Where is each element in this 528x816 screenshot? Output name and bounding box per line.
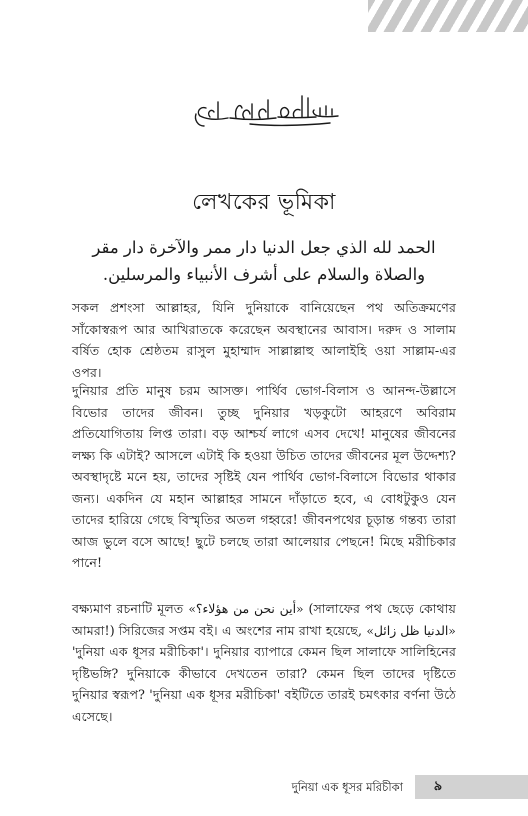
arabic-series-title: «أين نحن من هؤلاء؟»	[188, 601, 304, 616]
paragraph-text-segment: 'দুনিয়া এক ধূসর মরীচিকা'। দুনিয়ার ব্যাপারে কেমন ছিল সালাফে সালিহিনের দৃষ্টিভঙ্গি? দুনিয়াকে কীভাবে দেখতেন তারা? কেমন ছিল তাদের দৃষ্টিতে দুনিয়ার স্বরূপ? 'দুনিয়া এক ধূসর মরীচিকা' বইটিতে তারই চমৎকার বর্ণনা উঠে এসেছে।	[72, 644, 456, 724]
arabic-book-title: «الدنيا ظل زائل»	[366, 622, 456, 638]
running-footer-book-title: দুনিয়া এক ধূসর মরিচীকা	[291, 780, 403, 794]
page-title: লেখকের ভূমিকা	[192, 190, 336, 215]
paragraph-text-segment: বক্ষ্যমাণ রচনাটি মূলত	[72, 601, 189, 616]
arabic-praise-text: الحمد لله الذي جعل الدنيا دار ممر والآخرة دار مقر والصلاة والسلام على أشرف الأنبياء والمرسلين.	[92, 238, 436, 284]
paragraph-worldly-attachment: দুনিয়ার প্রতি মানুষ চরম আসক্ত। পার্থিব ভোগ-বিলাস ও আনন্দ-উল্লাসে বিভোর তাদের জীবন। তুচ্ছ দুনিয়ার খড়কুটো আহরণে অবিরাম প্রতিযোগিতায় লিপ্ত তারা। বড় আশ্চর্য লাগে এসব দেখে! মানুষের জীবনের লক্ষ্য কি এটাই? আসলে এটাই কি হওয়া উচিত তাদের জীবনের মূল উদ্দেশ্য? অবস্থাদৃষ্টে মনে হয়, তাদের সৃষ্টিই যেন পার্থিব ভোগ-বিলাসে বিভোর থাকার জন্য। একদিন যে মহান আল্লাহর সামনে দাঁড়াতে হবে, এ বোধটুকুও যেন তাদের হারিয়ে গেছে বিস্মৃতির অতল গহ্বরে! জীবনপথের চূড়ান্ত গন্তব্য তারা আজ ভুলে বসে আছে! ছুটে চলছে তারা আলেয়ার পেছনে! মিছে মরীচিকার পানে!	[72, 383, 456, 570]
corner-stripes-decoration	[368, 0, 528, 32]
paragraph-book-introduction	[72, 598, 456, 727]
paragraph-text-segment: (সালাফের পথ ছেড়ে কোথায় আমরা!) সিরিজের সপ্তম বই। এ অংশের নাম রাখা হয়েছে,	[72, 601, 456, 638]
page-number: ৯	[433, 779, 443, 794]
paragraph-praise: সকল প্রশংসা আল্লাহর, যিনি দুনিয়াকে বানিয়েছেন পথ অতিক্রমণের সাঁকোস্বরূপ আর আখিরাতকে করেছেন অবস্থানের আবাস। দরুদ ও সালাম বর্ষিত হোক শ্রেষ্ঠতম রাসুল মুহাম্মাদ সাল্লাল্লাহু আলাইহি ওয়া সাল্লাম-এর ওপর।	[72, 300, 456, 380]
bismillah-calligraphy	[190, 90, 342, 130]
